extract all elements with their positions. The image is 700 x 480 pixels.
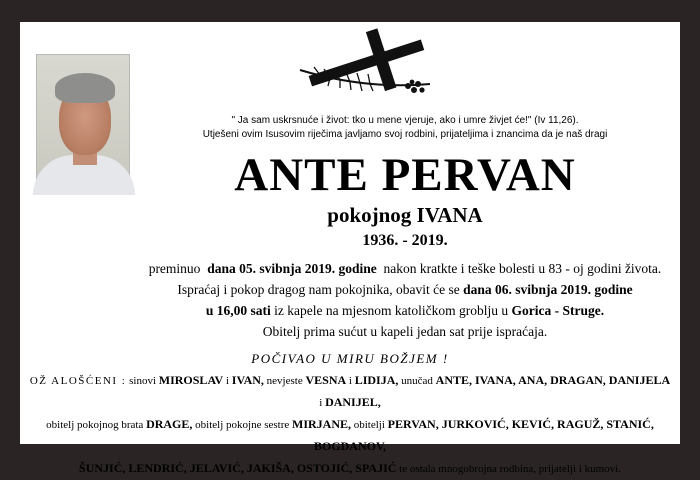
life-years: 1936. - 2019. bbox=[362, 232, 448, 249]
deceased-name: ANTE PERVAN bbox=[234, 149, 576, 201]
mourners-label: OŽ ALOŠĆENI : bbox=[29, 375, 127, 387]
mourners-list bbox=[28, 370, 672, 480]
mourner-segment: IVAN, bbox=[231, 373, 264, 387]
notice-body bbox=[130, 258, 680, 342]
portrait-photo bbox=[36, 54, 130, 190]
mourners-row-3 bbox=[28, 458, 672, 480]
obituary-notice bbox=[20, 22, 680, 475]
intro-line: Utješeni ovim Isusovim riječima javljamo svoj rodbini, prijateljima i znancima da je naš dragi bbox=[202, 129, 608, 140]
father-name: pokojnog IVANA bbox=[327, 203, 483, 227]
mourner-segment: MIRJANE, bbox=[292, 417, 351, 431]
mourner-segment: obitelj pokojne sestre bbox=[195, 419, 290, 431]
mourner-segment: obitelji bbox=[353, 419, 385, 431]
mourner-segment: te ostala mnogobrojna rodbina, prijatelji i kumovi. bbox=[399, 463, 621, 475]
funeral-date: dana 06. svibnja 2019. godine bbox=[463, 282, 633, 297]
funeral-place-line bbox=[130, 300, 680, 321]
funeral-place-text: iz kapele na mjesnom katoličkom groblju u bbox=[274, 303, 509, 318]
funeral-line bbox=[130, 279, 680, 300]
mourners-row-1 bbox=[28, 370, 672, 414]
mourner-segment: DRAGE, bbox=[146, 417, 193, 431]
rip-line: POČIVAO U MIRU BOŽJEM ! bbox=[251, 351, 449, 366]
mourners-row-1-content bbox=[129, 375, 670, 409]
mourner-segment: i bbox=[348, 375, 352, 387]
mourner-segment: MIROSLAV bbox=[158, 373, 224, 387]
mourner-segment: ŠUNJIĆ, LENDRIĆ, JELAVIĆ, JAKIŠA, OSTOJIĆ, SPAJIĆ bbox=[79, 461, 397, 475]
mourner-segment: DANIJEL, bbox=[325, 395, 381, 409]
funeral-time: u 16,00 sati bbox=[205, 303, 271, 318]
death-date: dana 05. svibnja 2019. godine bbox=[207, 261, 377, 276]
funeral-place: Gorica - Struge. bbox=[511, 303, 605, 318]
scripture-quote bbox=[140, 114, 670, 142]
mourner-segment: nevjeste bbox=[266, 375, 303, 387]
mourner-segment: i bbox=[225, 375, 230, 387]
mourner-segment: obitelj pokojnog brata bbox=[46, 419, 144, 431]
mourner-segment: ANTE, IVANA, ANA, DRAGAN, DANIJELA bbox=[435, 373, 671, 387]
mourners-row-2 bbox=[28, 414, 672, 458]
mourner-segment: i bbox=[319, 397, 323, 409]
death-text-1: preminuo bbox=[148, 261, 201, 276]
mourner-segment: VESNA bbox=[305, 373, 347, 387]
funeral-text: Ispraćaj i pokop dragog nam pokojnika, obavit će se bbox=[177, 282, 460, 297]
mourner-segment: LIDIJA, bbox=[354, 373, 399, 387]
death-line bbox=[130, 258, 680, 279]
quote-line: " Ja sam uskrsnuće i život: tko u mene vjeruje, ako i umre živjet će!" (Iv 11,26). bbox=[231, 115, 579, 126]
death-text-2: nakon kratkte i teške bolesti u 83 - oj godini života. bbox=[383, 261, 662, 276]
cross-with-palm-icon bbox=[290, 30, 440, 100]
condolence-line: Obitelj prima sućut u kapeli jedan sat prije ispraćaja. bbox=[262, 324, 548, 339]
mourner-segment: unučad bbox=[401, 375, 433, 387]
mourner-segment: sinovi bbox=[129, 375, 157, 387]
mourner-segment: PERVAN, JURKOVIĆ, KEVIĆ, RAGUŽ, STANIĆ, BOGDANOV, bbox=[313, 417, 654, 453]
